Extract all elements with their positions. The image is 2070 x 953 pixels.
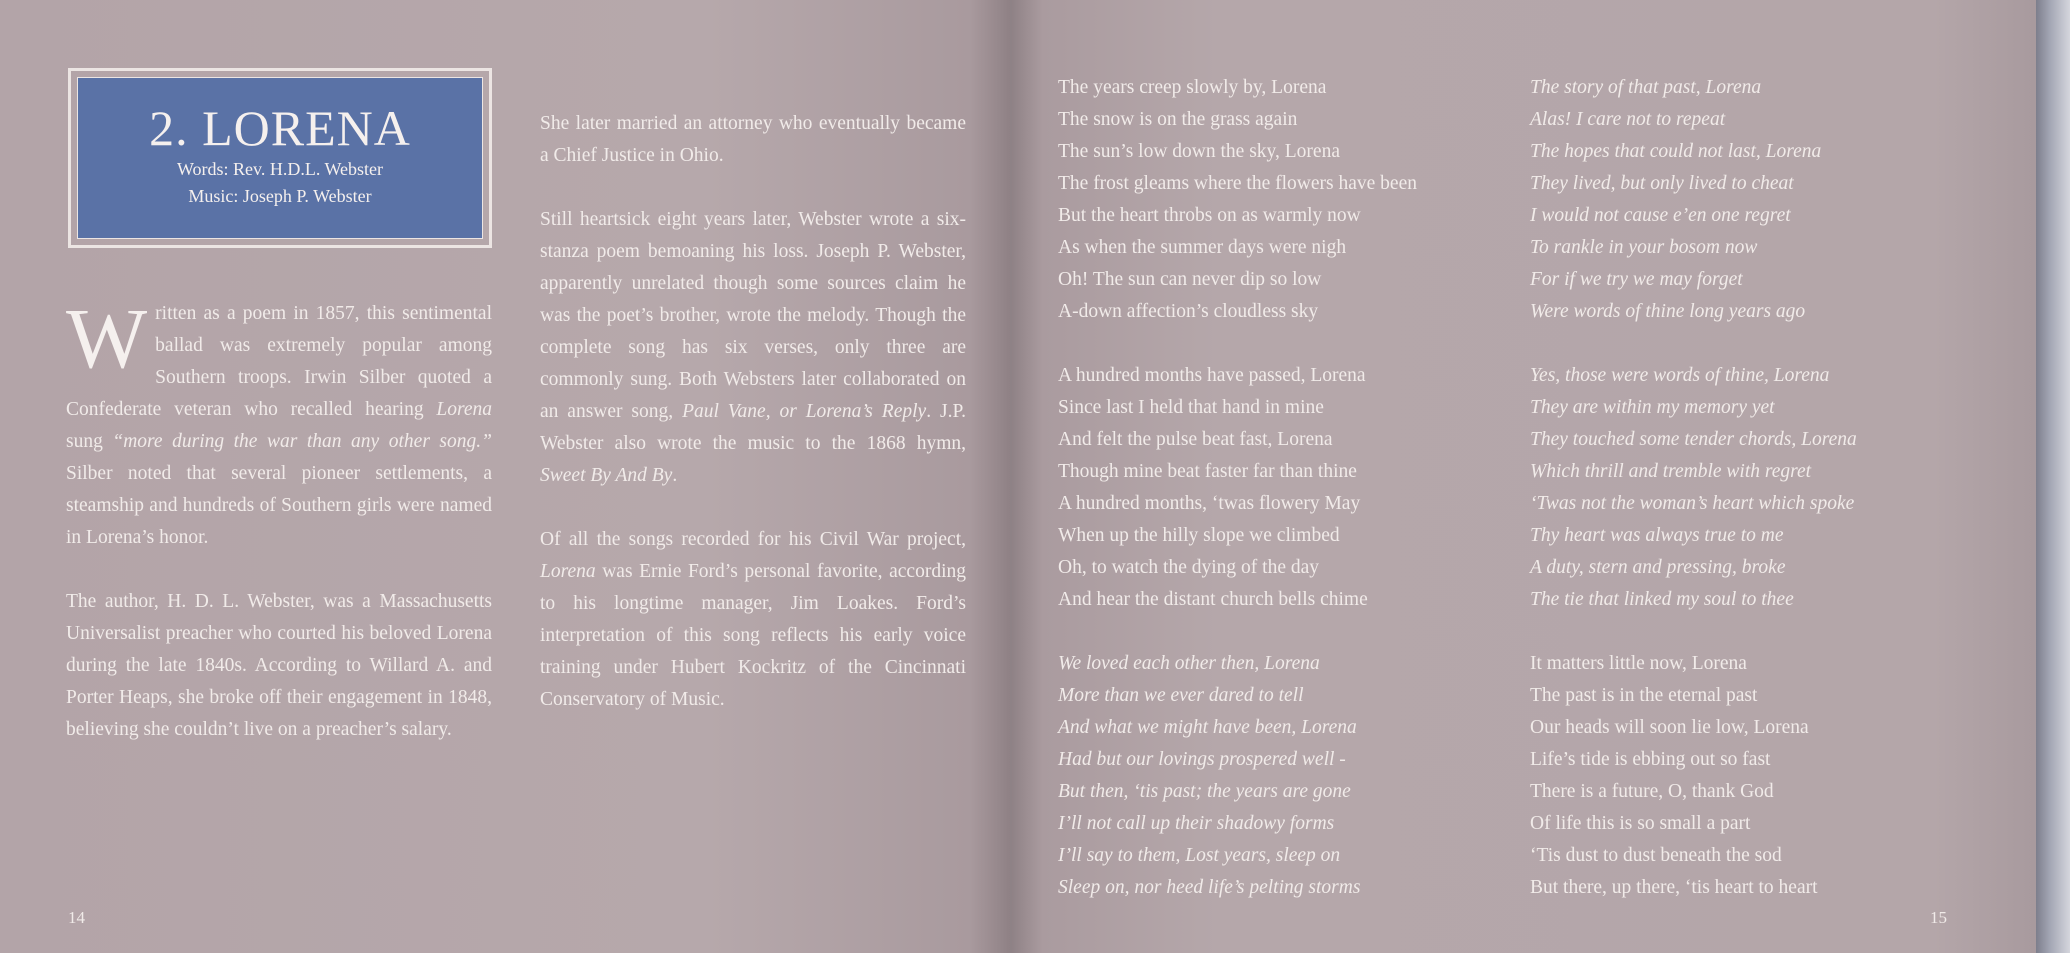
lyric-line: But there, up there, ‘tis heart to heart (1530, 877, 1818, 898)
lyric-line: I’ll not call up their shadowy forms (1058, 813, 1335, 834)
lyric-line: Had but our lovings prospered well - (1058, 749, 1346, 770)
right-page (1012, 0, 2036, 953)
paragraph-text: . (672, 465, 678, 486)
lyric-line: There is a future, O, thank God (1530, 781, 1774, 802)
song-title-mention: Lorena (436, 399, 492, 420)
paragraph-text: Of all the songs recorded for his Civil War project, (540, 529, 966, 550)
intro-paragraph-1 (66, 290, 492, 554)
lyrics-column-2 (1530, 72, 1970, 936)
intro-column-2 (540, 108, 966, 748)
paragraph-text: ritten as a poem in 1857, this sentimental ballad was extremely popular among Southern troops. Irwin Silber quoted a Confederate veteran who recalled hearing (66, 303, 492, 420)
title-box (68, 68, 492, 248)
booklet-edge (2036, 0, 2070, 953)
paragraph-text: sung (66, 431, 113, 452)
answer-song-title: Paul Vane, or Lorena’s Reply (682, 401, 927, 422)
hymn-title: Sweet By And By (540, 465, 673, 486)
lyrics-column-1 (1058, 72, 1498, 936)
lyric-line: The sun’s low down the sky, Lorena (1058, 141, 1340, 162)
song-title: 2. LORENA (149, 100, 411, 156)
song-title-mention: Lorena (540, 561, 596, 582)
intro-paragraph-5 (540, 524, 966, 716)
paragraph-text: Still heartsick eight years later, Webster wrote a six-stanza poem bemoaning his loss. Joseph P. Webster, apparently unrelated though some sources claim he was the poet’s brother, wrote the melody. Though the complete song has six verses, only three are commonly sung. Both Websters later collaborated on an answer song, (540, 209, 966, 422)
lyric-line: More than we ever dared to tell (1058, 685, 1304, 706)
lyric-line: When up the hilly slope we climbed (1058, 525, 1340, 546)
lyric-line: Oh, to watch the dying of the day (1058, 557, 1320, 578)
lyric-line: And felt the pulse beat fast, Lorena (1058, 429, 1333, 450)
lyrics-stanza-3 (1058, 648, 1498, 904)
page-number-left: 14 (68, 908, 85, 927)
title-panel (77, 77, 483, 239)
lyric-line: But the heart throbs on as warmly now (1058, 205, 1361, 226)
lyric-line: Were words of thine long years ago (1530, 301, 1806, 322)
lyric-line: I would not cause e’en one regret (1530, 205, 1791, 226)
lyric-line: It matters little now, Lorena (1530, 653, 1747, 674)
music-credit: Music: Joseph P. Webster (188, 186, 372, 206)
lyric-line: The tie that linked my soul to thee (1530, 589, 1794, 610)
lyric-line: Oh! The sun can never dip so low (1058, 269, 1322, 290)
lyric-line: The snow is on the grass again (1058, 109, 1298, 130)
lyric-line: A hundred months, ‘twas flowery May (1058, 493, 1361, 514)
lyrics-stanza-1 (1058, 72, 1498, 328)
lyric-line: Of life this is so small a part (1530, 813, 1751, 834)
lyric-line: To rankle in your bosom now (1530, 237, 1758, 258)
lyric-line: And hear the distant church bells chime (1058, 589, 1368, 610)
lyric-line: Alas! I care not to repeat (1530, 109, 1726, 130)
lyric-line: Our heads will soon lie low, Lorena (1530, 717, 1809, 738)
lyrics-stanza-5 (1530, 360, 1970, 616)
lyric-line: They touched some tender chords, Lorena (1530, 429, 1857, 450)
paragraph-text: . J.P. Webster also wrote the music to the 1868 hymn, (540, 401, 967, 454)
lyric-line: Though mine beat faster far than thine (1058, 461, 1357, 482)
paragraph-text: was Ernie Ford’s personal favorite, according to his longtime manager, Jim Loakes. Ford’s interpretation of this song reflects his early voice training under Hubert Kockritz of the Cincinnati Conservatory of Music. (540, 561, 966, 710)
intro-paragraph-3: She later married an attorney who eventually became a Chief Justice in Ohio. (540, 113, 966, 166)
intro-column-1 (66, 290, 492, 778)
lyric-line: Which thrill and tremble with regret (1530, 461, 1812, 482)
veteran-quote: “more during the war than any other song.” (112, 431, 492, 452)
lyric-line: They are within my memory yet (1530, 397, 1775, 418)
lyric-line: But then, ‘tis past; the years are gone (1058, 781, 1351, 802)
intro-paragraph-2: The author, H. D. L. Webster, was a Massachusetts Universalist preacher who courted his beloved Lorena during the late 1840s. According to Willard A. and Porter Heaps, she broke off their engagement in 1848, believing she couldn’t live on a preacher’s salary. (66, 591, 492, 740)
lyrics-stanza-2 (1058, 360, 1498, 616)
words-credit: Words: Rev. H.D.L. Webster (176, 159, 384, 179)
drop-cap: W (66, 290, 148, 386)
lyric-line: Life’s tide is ebbing out so fast (1530, 749, 1771, 770)
lyric-line: For if we try we may forget (1530, 269, 1743, 290)
lyric-line: The frost gleams where the flowers have been (1058, 173, 1417, 194)
lyric-line: As when the summer days were nigh (1058, 237, 1347, 258)
lyric-line: Thy heart was always true to me (1530, 525, 1784, 546)
lyric-line: The story of that past, Lorena (1530, 77, 1762, 98)
intro-paragraph-4 (540, 204, 966, 492)
lyric-line: I’ll say to them, Lost years, sleep on (1058, 845, 1341, 866)
lyrics-stanza-4 (1530, 72, 1970, 328)
lyric-line: Sleep on, nor heed life’s pelting storms (1058, 877, 1361, 898)
lyrics-stanza-6 (1530, 648, 1970, 904)
lyric-line: We loved each other then, Lorena (1058, 653, 1320, 674)
lyric-line: ‘Twas not the woman’s heart which spoke (1530, 493, 1855, 514)
paragraph-text: Silber noted that several pioneer settlements, a steamship and hundreds of Southern girls were named in Lorena’s honor. (66, 463, 492, 548)
lyric-line: They lived, but only lived to cheat (1530, 173, 1794, 194)
lyric-line: A duty, stern and pressing, broke (1530, 557, 1786, 578)
page-number-right: 15 (1930, 908, 1947, 927)
lyric-line: The past is in the eternal past (1530, 685, 1758, 706)
lyric-line: A hundred months have passed, Lorena (1058, 365, 1366, 386)
lyric-line: The years creep slowly by, Lorena (1058, 77, 1327, 98)
lyric-line: A-down affection’s cloudless sky (1058, 301, 1319, 322)
left-page (0, 0, 1010, 953)
lyric-line: Since last I held that hand in mine (1058, 397, 1324, 418)
lyric-line: The hopes that could not last, Lorena (1530, 141, 1822, 162)
lyric-line: Yes, those were words of thine, Lorena (1530, 365, 1830, 386)
lyric-line: ‘Tis dust to dust beneath the sod (1530, 845, 1782, 866)
lyric-line: And what we might have been, Lorena (1058, 717, 1357, 738)
